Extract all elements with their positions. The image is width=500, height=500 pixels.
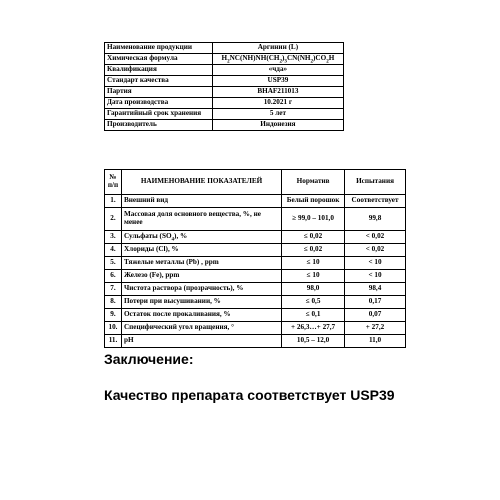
header-name: НАИМЕНОВАНИЕ ПОКАЗАТЕЛЕЙ	[121, 170, 281, 195]
info-row	[105, 109, 344, 120]
row-norm: ≤ 0,5	[282, 296, 345, 309]
table-row	[105, 283, 406, 296]
info-value: USP39	[212, 76, 343, 87]
row-norm: ≤ 0,02	[282, 244, 345, 257]
row-name: pH	[121, 335, 281, 348]
row-name: Внешний вид	[121, 195, 281, 208]
table-row	[105, 208, 406, 231]
row-num: 6.	[105, 270, 122, 283]
info-value: 5 лет	[212, 109, 343, 120]
table-header-row	[105, 170, 406, 195]
info-row	[105, 120, 344, 131]
table-row	[105, 195, 406, 208]
header-result: Испытания	[345, 170, 406, 195]
info-label: Гарантийный срок хранения	[105, 109, 213, 120]
row-name: Тяжелые металлы (Pb) , ppm	[121, 257, 281, 270]
info-label: Стандарт качества	[105, 76, 213, 87]
info-value: $H_2NC(NH)NH(CH_2)_3CN(NH_2)CO_2H$	[212, 54, 343, 65]
row-result: < 0,02	[345, 231, 406, 244]
table-row	[105, 322, 406, 335]
row-num: 4.	[105, 244, 122, 257]
table-row	[105, 244, 406, 257]
product-info-table	[104, 42, 344, 131]
info-label: Производитель	[105, 120, 213, 131]
row-norm: ≤ 10	[282, 257, 345, 270]
row-name: Железо (Fe), ppm	[121, 270, 281, 283]
info-value: Индонезия	[212, 120, 343, 131]
info-row	[105, 65, 344, 76]
info-label: Партия	[105, 87, 213, 98]
specification-table	[104, 169, 406, 348]
table-row	[105, 296, 406, 309]
row-norm: ≤ 0,1	[282, 309, 345, 322]
row-result: < 10	[345, 257, 406, 270]
row-norm: ≤ 10	[282, 270, 345, 283]
row-norm: 10,5 – 12,0	[282, 335, 345, 348]
table-row	[105, 335, 406, 348]
row-result: + 27,2	[345, 322, 406, 335]
info-value: 10.2021 г	[212, 98, 343, 109]
header-num: № п/п	[105, 170, 122, 195]
info-label: Дата производства	[105, 98, 213, 109]
info-value: «чда»	[212, 65, 343, 76]
row-result: 98,4	[345, 283, 406, 296]
row-norm: ≤ 0,02	[282, 231, 345, 244]
row-name: Массовая доля основного вещества, %, не менее	[121, 208, 281, 231]
row-num: 7.	[105, 283, 122, 296]
table-row	[105, 270, 406, 283]
info-row	[105, 76, 344, 87]
row-result: 11,0	[345, 335, 406, 348]
row-result: 0,07	[345, 309, 406, 322]
row-result: 99,8	[345, 208, 406, 231]
row-result: < 10	[345, 270, 406, 283]
header-norm: Норматив	[282, 170, 345, 195]
info-value: BHAF211013	[212, 87, 343, 98]
row-name: Остаток после прокаливания, %	[121, 309, 281, 322]
conclusion-title: Заключение:	[104, 351, 194, 367]
row-num: 10.	[105, 322, 122, 335]
table-row	[105, 231, 406, 244]
info-value: Аргинин (L)	[212, 43, 343, 54]
row-result: 0,17	[345, 296, 406, 309]
table-row	[105, 257, 406, 270]
info-row	[105, 43, 344, 54]
row-norm: ≥ 99,0 – 101,0	[282, 208, 345, 231]
row-num: 5.	[105, 257, 122, 270]
info-row	[105, 54, 344, 65]
info-label: Наименование продукции	[105, 43, 213, 54]
row-num: 9.	[105, 309, 122, 322]
info-row	[105, 98, 344, 109]
row-num: 2.	[105, 208, 122, 231]
info-row	[105, 87, 344, 98]
row-num: 8.	[105, 296, 122, 309]
row-num: 3.	[105, 231, 122, 244]
row-num: 1.	[105, 195, 122, 208]
row-num: 11.	[105, 335, 122, 348]
table-row	[105, 309, 406, 322]
row-name: Специфический угол вращения, °	[121, 322, 281, 335]
row-name: Чистота раствора (прозрачность), %	[121, 283, 281, 296]
info-label: Квалификация	[105, 65, 213, 76]
row-norm: 98,0	[282, 283, 345, 296]
row-norm: Белый порошок	[282, 195, 345, 208]
row-result: Соответствует	[345, 195, 406, 208]
row-name: Потери при высушивании, %	[121, 296, 281, 309]
row-norm: + 26,3…+ 27,7	[282, 322, 345, 335]
row-name: Сульфаты $(SO_4)$, %	[121, 231, 281, 244]
info-label: Химическая формула	[105, 54, 213, 65]
row-name: Хлориды (Cl), %	[121, 244, 281, 257]
conclusion-text: Качество препарата соответствует USP39	[104, 387, 395, 403]
row-result: < 0,02	[345, 244, 406, 257]
